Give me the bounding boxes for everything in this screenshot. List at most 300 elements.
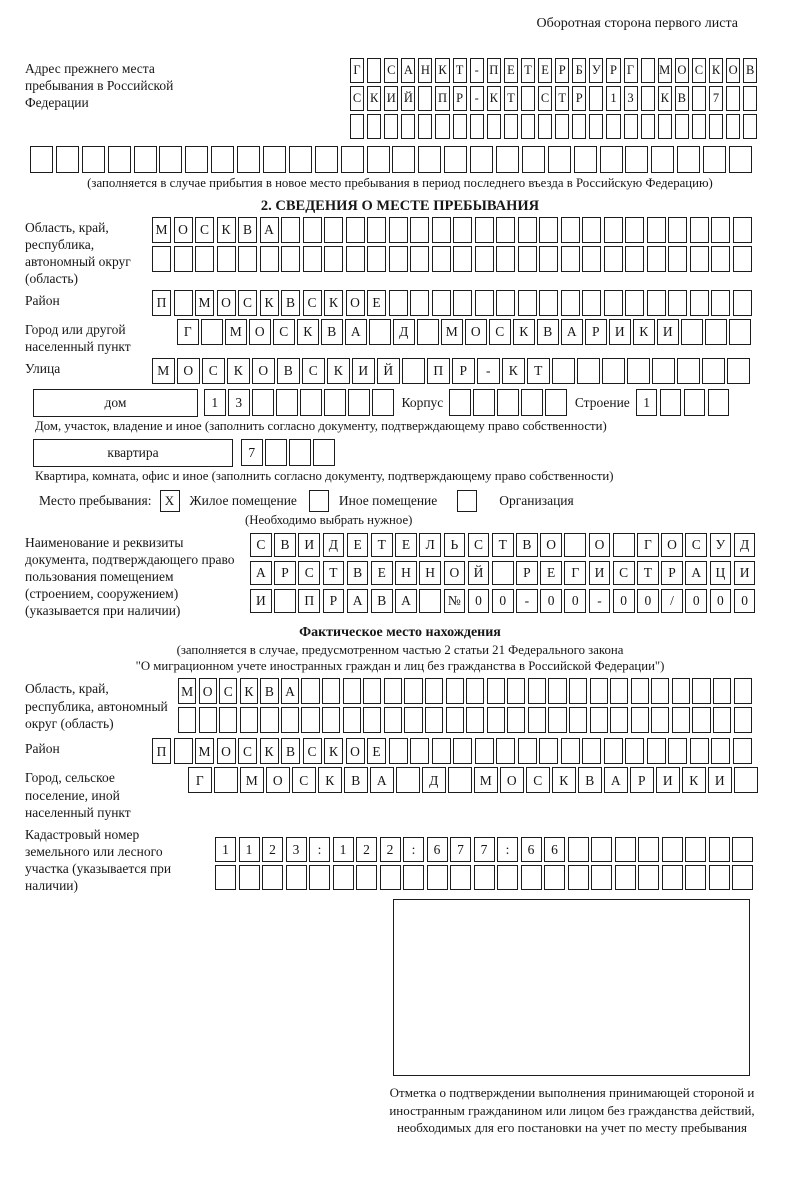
char-box[interactable]: [446, 678, 464, 704]
char-box[interactable]: [276, 389, 298, 416]
char-box[interactable]: С: [292, 767, 316, 793]
char-box[interactable]: [528, 707, 546, 733]
char-box[interactable]: [690, 290, 709, 316]
char-box[interactable]: [625, 146, 648, 173]
char-box[interactable]: [561, 217, 580, 243]
char-box[interactable]: [582, 738, 601, 764]
char-box[interactable]: Е: [347, 533, 369, 557]
char-box[interactable]: [435, 114, 449, 139]
char-box[interactable]: [552, 358, 575, 384]
char-box[interactable]: [30, 146, 53, 173]
char-box[interactable]: [446, 707, 464, 733]
char-box[interactable]: -: [589, 589, 611, 613]
char-box[interactable]: [410, 738, 429, 764]
char-box[interactable]: К: [709, 58, 723, 83]
char-box[interactable]: 7: [709, 86, 723, 111]
char-box[interactable]: К: [633, 319, 655, 345]
char-box[interactable]: [384, 707, 402, 733]
char-box[interactable]: [625, 246, 644, 272]
char-box[interactable]: Й: [401, 86, 415, 111]
char-box[interactable]: [555, 114, 569, 139]
char-box[interactable]: [709, 865, 730, 890]
char-box[interactable]: С: [303, 738, 322, 764]
char-box[interactable]: [367, 58, 381, 83]
char-box[interactable]: [496, 290, 515, 316]
char-box[interactable]: В: [347, 561, 369, 585]
char-box[interactable]: М: [240, 767, 264, 793]
char-box[interactable]: :: [309, 837, 330, 862]
char-box[interactable]: [281, 246, 300, 272]
char-box[interactable]: 1: [204, 389, 226, 416]
char-box[interactable]: [604, 290, 623, 316]
char-box[interactable]: О: [177, 358, 200, 384]
char-box[interactable]: 7: [450, 837, 471, 862]
char-box[interactable]: [410, 290, 429, 316]
char-box[interactable]: [389, 246, 408, 272]
char-box[interactable]: О: [675, 58, 689, 83]
char-box[interactable]: М: [441, 319, 463, 345]
char-box[interactable]: 0: [492, 589, 514, 613]
char-box[interactable]: Т: [371, 533, 393, 557]
char-box[interactable]: [606, 114, 620, 139]
char-box[interactable]: [726, 86, 740, 111]
char-box[interactable]: [450, 865, 471, 890]
char-box[interactable]: [404, 678, 422, 704]
char-box[interactable]: [410, 246, 429, 272]
char-box[interactable]: [672, 707, 690, 733]
char-box[interactable]: [453, 246, 472, 272]
char-box[interactable]: Д: [734, 533, 756, 557]
char-box[interactable]: [215, 865, 236, 890]
char-box[interactable]: 1: [606, 86, 620, 111]
char-box[interactable]: [518, 738, 537, 764]
char-box[interactable]: Р: [452, 358, 475, 384]
char-box[interactable]: Р: [572, 86, 586, 111]
char-box[interactable]: Т: [527, 358, 550, 384]
char-box[interactable]: [713, 707, 731, 733]
char-box[interactable]: С: [685, 533, 707, 557]
char-box[interactable]: В: [371, 589, 393, 613]
char-box[interactable]: Е: [504, 58, 518, 83]
char-box[interactable]: [396, 767, 420, 793]
char-box[interactable]: [591, 865, 612, 890]
char-box[interactable]: [350, 114, 364, 139]
char-box[interactable]: [313, 439, 335, 466]
char-box[interactable]: Т: [637, 561, 659, 585]
char-box[interactable]: :: [497, 837, 518, 862]
char-box[interactable]: К: [324, 290, 343, 316]
char-box[interactable]: О: [661, 533, 683, 557]
char-box[interactable]: А: [345, 319, 367, 345]
char-box[interactable]: К: [367, 86, 381, 111]
char-box[interactable]: [474, 865, 495, 890]
char-box[interactable]: [134, 146, 157, 173]
char-box[interactable]: С: [468, 533, 490, 557]
char-box[interactable]: [333, 865, 354, 890]
char-box[interactable]: [708, 389, 730, 416]
char-box[interactable]: [711, 246, 730, 272]
char-box[interactable]: П: [298, 589, 320, 613]
char-box[interactable]: О: [174, 217, 193, 243]
char-box[interactable]: [392, 146, 415, 173]
char-box[interactable]: [448, 767, 472, 793]
char-box[interactable]: [453, 217, 472, 243]
char-box[interactable]: [369, 319, 391, 345]
char-box[interactable]: Г: [564, 561, 586, 585]
char-box[interactable]: [475, 290, 494, 316]
char-box[interactable]: [545, 389, 567, 416]
char-box[interactable]: 0: [685, 589, 707, 613]
char-box[interactable]: 0: [564, 589, 586, 613]
char-box[interactable]: [453, 738, 472, 764]
char-box[interactable]: У: [710, 533, 732, 557]
char-box[interactable]: [240, 707, 258, 733]
char-box[interactable]: [432, 217, 451, 243]
char-box[interactable]: 7: [474, 837, 495, 862]
char-box[interactable]: П: [152, 290, 171, 316]
char-box[interactable]: [403, 865, 424, 890]
char-box[interactable]: [548, 146, 571, 173]
char-box[interactable]: О: [726, 58, 740, 83]
char-box[interactable]: [564, 533, 586, 557]
char-box[interactable]: [641, 58, 655, 83]
char-box[interactable]: [572, 114, 586, 139]
char-box[interactable]: [453, 290, 472, 316]
char-box[interactable]: Г: [188, 767, 212, 793]
char-box[interactable]: Р: [516, 561, 538, 585]
char-box[interactable]: [733, 738, 752, 764]
char-box[interactable]: [239, 865, 260, 890]
char-box[interactable]: Д: [393, 319, 415, 345]
char-box[interactable]: [315, 146, 338, 173]
char-box[interactable]: [651, 707, 669, 733]
char-box[interactable]: -: [477, 358, 500, 384]
char-box[interactable]: Н: [419, 561, 441, 585]
char-box[interactable]: К: [260, 738, 279, 764]
char-box[interactable]: Ь: [444, 533, 466, 557]
char-box[interactable]: [662, 837, 683, 862]
char-box[interactable]: Д: [422, 767, 446, 793]
char-box[interactable]: [417, 319, 439, 345]
char-box[interactable]: [303, 246, 322, 272]
char-box[interactable]: [217, 246, 236, 272]
char-box[interactable]: 1: [239, 837, 260, 862]
char-box[interactable]: О: [346, 290, 365, 316]
char-box[interactable]: [577, 358, 600, 384]
char-box[interactable]: [692, 707, 710, 733]
char-box[interactable]: В: [238, 217, 257, 243]
char-box[interactable]: [591, 837, 612, 862]
char-box[interactable]: [425, 707, 443, 733]
char-box[interactable]: Н: [395, 561, 417, 585]
char-box[interactable]: О: [500, 767, 524, 793]
char-box[interactable]: [711, 217, 730, 243]
char-box[interactable]: Е: [367, 290, 386, 316]
char-box[interactable]: В: [743, 58, 757, 83]
char-box[interactable]: [404, 707, 422, 733]
char-box[interactable]: А: [250, 561, 272, 585]
char-box[interactable]: [743, 86, 757, 111]
char-box[interactable]: [692, 114, 706, 139]
char-box[interactable]: [604, 246, 623, 272]
char-box[interactable]: [504, 114, 518, 139]
char-box[interactable]: [711, 290, 730, 316]
char-box[interactable]: И: [657, 319, 679, 345]
char-box[interactable]: А: [281, 678, 299, 704]
char-box[interactable]: -: [470, 58, 484, 83]
char-box[interactable]: [384, 114, 398, 139]
char-box[interactable]: [260, 246, 279, 272]
char-box[interactable]: [237, 146, 260, 173]
char-box[interactable]: [185, 146, 208, 173]
char-box[interactable]: [521, 86, 535, 111]
char-box[interactable]: [627, 358, 650, 384]
char-box[interactable]: О: [249, 319, 271, 345]
char-box[interactable]: К: [318, 767, 342, 793]
char-box[interactable]: М: [152, 358, 175, 384]
char-box[interactable]: [82, 146, 105, 173]
char-box[interactable]: С: [202, 358, 225, 384]
char-box[interactable]: [692, 86, 706, 111]
char-box[interactable]: [444, 146, 467, 173]
char-box[interactable]: И: [298, 533, 320, 557]
char-box[interactable]: [602, 358, 625, 384]
char-box[interactable]: Р: [630, 767, 654, 793]
char-box[interactable]: [589, 114, 603, 139]
char-box[interactable]: [152, 246, 171, 272]
char-box[interactable]: [521, 389, 543, 416]
char-box[interactable]: И: [708, 767, 732, 793]
char-box[interactable]: М: [195, 738, 214, 764]
char-box[interactable]: О: [199, 678, 217, 704]
char-box[interactable]: [690, 246, 709, 272]
char-box[interactable]: [681, 319, 703, 345]
char-box[interactable]: [487, 707, 505, 733]
char-box[interactable]: Р: [555, 58, 569, 83]
char-box[interactable]: О: [589, 533, 611, 557]
char-box[interactable]: [281, 707, 299, 733]
char-box[interactable]: [625, 738, 644, 764]
char-box[interactable]: К: [240, 678, 258, 704]
char-box[interactable]: [610, 678, 628, 704]
char-box[interactable]: Е: [367, 738, 386, 764]
char-box[interactable]: [604, 738, 623, 764]
char-box[interactable]: [590, 678, 608, 704]
char-box[interactable]: [521, 865, 542, 890]
char-box[interactable]: [418, 146, 441, 173]
char-box[interactable]: [363, 678, 381, 704]
char-box[interactable]: [690, 217, 709, 243]
char-box[interactable]: [260, 707, 278, 733]
char-box[interactable]: [402, 358, 425, 384]
char-box[interactable]: [544, 865, 565, 890]
char-box[interactable]: [732, 865, 753, 890]
char-box[interactable]: [380, 865, 401, 890]
char-box[interactable]: К: [552, 767, 576, 793]
char-box[interactable]: В: [537, 319, 559, 345]
char-box[interactable]: [286, 865, 307, 890]
char-box[interactable]: [590, 707, 608, 733]
char-box[interactable]: 3: [624, 86, 638, 111]
char-box[interactable]: 0: [710, 589, 732, 613]
char-box[interactable]: А: [561, 319, 583, 345]
char-box[interactable]: [496, 246, 515, 272]
char-box[interactable]: М: [152, 217, 171, 243]
char-box[interactable]: [343, 707, 361, 733]
char-box[interactable]: И: [609, 319, 631, 345]
char-box[interactable]: [574, 146, 597, 173]
char-box[interactable]: [367, 217, 386, 243]
char-box[interactable]: [518, 217, 537, 243]
char-box[interactable]: [199, 707, 217, 733]
char-box[interactable]: 0: [734, 589, 756, 613]
char-box[interactable]: [201, 319, 223, 345]
char-box[interactable]: [487, 114, 501, 139]
char-box[interactable]: [732, 837, 753, 862]
char-box[interactable]: К: [513, 319, 535, 345]
char-box[interactable]: С: [613, 561, 635, 585]
char-box[interactable]: С: [303, 290, 322, 316]
char-box[interactable]: [401, 114, 415, 139]
char-box[interactable]: О: [540, 533, 562, 557]
char-box[interactable]: [641, 114, 655, 139]
char-box[interactable]: С: [273, 319, 295, 345]
char-box[interactable]: 2: [380, 837, 401, 862]
checkbox-organization[interactable]: [457, 490, 477, 512]
char-box[interactable]: 0: [637, 589, 659, 613]
char-box[interactable]: С: [526, 767, 550, 793]
char-box[interactable]: [568, 865, 589, 890]
char-box[interactable]: [389, 217, 408, 243]
char-box[interactable]: Р: [661, 561, 683, 585]
char-box[interactable]: [610, 707, 628, 733]
char-box[interactable]: [561, 290, 580, 316]
char-box[interactable]: [660, 389, 682, 416]
char-box[interactable]: [453, 114, 467, 139]
char-box[interactable]: И: [589, 561, 611, 585]
char-box[interactable]: [548, 707, 566, 733]
char-box[interactable]: [625, 217, 644, 243]
char-box[interactable]: [624, 114, 638, 139]
char-box[interactable]: С: [538, 86, 552, 111]
char-box[interactable]: [569, 678, 587, 704]
char-box[interactable]: [638, 865, 659, 890]
char-box[interactable]: [303, 217, 322, 243]
char-box[interactable]: В: [277, 358, 300, 384]
char-box[interactable]: О: [465, 319, 487, 345]
char-box[interactable]: [521, 114, 535, 139]
char-box[interactable]: [466, 678, 484, 704]
char-box[interactable]: 0: [613, 589, 635, 613]
char-box[interactable]: [631, 707, 649, 733]
char-box[interactable]: А: [604, 767, 628, 793]
char-box[interactable]: [238, 246, 257, 272]
char-box[interactable]: [211, 146, 234, 173]
stamp-area[interactable]: [393, 899, 750, 1076]
char-box[interactable]: Е: [540, 561, 562, 585]
char-box[interactable]: [692, 678, 710, 704]
char-box[interactable]: [497, 865, 518, 890]
char-box[interactable]: [702, 358, 725, 384]
char-box[interactable]: М: [658, 58, 672, 83]
char-box[interactable]: [178, 707, 196, 733]
char-box[interactable]: [539, 217, 558, 243]
char-box[interactable]: Т: [453, 58, 467, 83]
char-box[interactable]: [289, 439, 311, 466]
char-box[interactable]: [729, 319, 751, 345]
char-box[interactable]: [703, 146, 726, 173]
char-box[interactable]: О: [252, 358, 275, 384]
char-box[interactable]: [492, 561, 514, 585]
char-box[interactable]: Р: [453, 86, 467, 111]
char-box[interactable]: М: [178, 678, 196, 704]
char-box[interactable]: [174, 246, 193, 272]
char-box[interactable]: 2: [262, 837, 283, 862]
char-box[interactable]: [496, 217, 515, 243]
char-box[interactable]: С: [489, 319, 511, 345]
char-box[interactable]: [539, 738, 558, 764]
char-box[interactable]: [419, 589, 441, 613]
char-box[interactable]: [685, 865, 706, 890]
char-box[interactable]: [195, 246, 214, 272]
char-box[interactable]: [497, 389, 519, 416]
char-box[interactable]: [711, 738, 730, 764]
char-box[interactable]: 1: [333, 837, 354, 862]
char-box[interactable]: К: [502, 358, 525, 384]
char-box[interactable]: [709, 114, 723, 139]
char-box[interactable]: -: [516, 589, 538, 613]
char-box[interactable]: О: [266, 767, 290, 793]
char-box[interactable]: [263, 146, 286, 173]
char-box[interactable]: Е: [371, 561, 393, 585]
char-box[interactable]: [466, 707, 484, 733]
char-box[interactable]: [356, 865, 377, 890]
char-box[interactable]: [159, 146, 182, 173]
char-box[interactable]: С: [238, 290, 257, 316]
char-box[interactable]: [384, 678, 402, 704]
char-box[interactable]: [262, 865, 283, 890]
char-box[interactable]: [569, 707, 587, 733]
char-box[interactable]: [726, 114, 740, 139]
char-box[interactable]: Т: [521, 58, 535, 83]
char-box[interactable]: С: [238, 738, 257, 764]
char-box[interactable]: [470, 146, 493, 173]
char-box[interactable]: [518, 290, 537, 316]
char-box[interactable]: [668, 246, 687, 272]
char-box[interactable]: 6: [544, 837, 565, 862]
char-box[interactable]: О: [217, 738, 236, 764]
char-box[interactable]: 6: [521, 837, 542, 862]
char-box[interactable]: [367, 246, 386, 272]
char-box[interactable]: [658, 114, 672, 139]
char-box[interactable]: 7: [241, 439, 263, 466]
char-box[interactable]: И: [250, 589, 272, 613]
char-box[interactable]: [672, 678, 690, 704]
char-box[interactable]: [487, 678, 505, 704]
char-box[interactable]: [322, 707, 340, 733]
char-box[interactable]: [677, 146, 700, 173]
char-box[interactable]: [668, 738, 687, 764]
char-box[interactable]: С: [298, 561, 320, 585]
char-box[interactable]: [475, 738, 494, 764]
char-box[interactable]: [743, 114, 757, 139]
char-box[interactable]: [582, 246, 601, 272]
char-box[interactable]: 0: [540, 589, 562, 613]
char-box[interactable]: Й: [377, 358, 400, 384]
char-box[interactable]: [662, 865, 683, 890]
char-box[interactable]: [733, 217, 752, 243]
char-box[interactable]: Т: [504, 86, 518, 111]
